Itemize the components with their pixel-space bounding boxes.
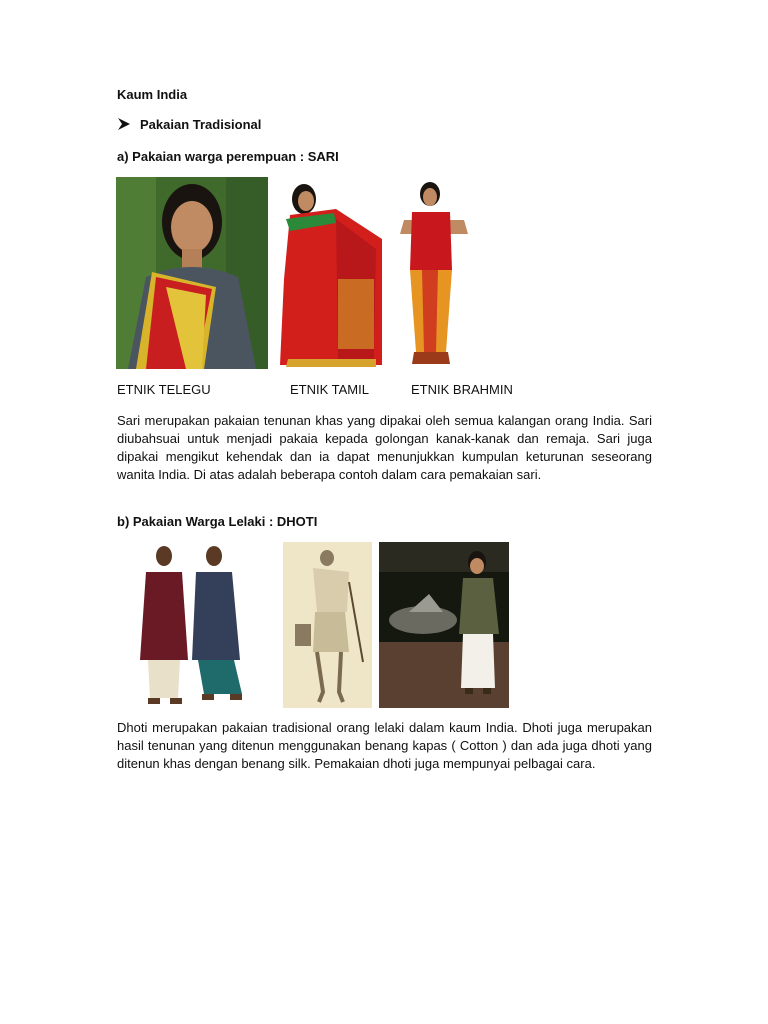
page-heading: Kaum India [117,87,188,102]
arrow-bullet-icon [117,117,131,131]
dhoti-man-photo [379,542,509,708]
dhoti-models-photo [130,542,260,708]
section-a-title: a) Pakaian warga perempuan : SARI [117,149,339,164]
dhoti-paragraph: Dhoti merupakan pakaian tradisional orang lelaki dalam kaum India. Dhoti juga merupakan hasil tenunan yang ditenun menggunakan benang kapas ( Cotton ) dan ada juga dhoti yang ditenun khas dengan benang silk. Pemakaian dhoti juga mempunyai pelbagai cara. [117,720,652,771]
bullet-title: Pakaian Tradisional [140,117,262,132]
sari-tamil-photo [276,179,386,369]
sari-paragraph: Sari merupakan pakaian tenunan khas yang dipakai oleh semua kalangan orang India. Sari diubahsuai untuk menjadi pakaia kepada golongan kanak-kanak dan remaja. Sari juga dipakai mengikut kehendak dan ia dapat menunjukkan kumpulan keturunan seseorang wanita India. Di atas adalah beberapa contoh dalam cara pemakaian sari. [117,413,652,482]
caption-brahmin: ETNIK BRAHMIN [411,382,513,397]
sari-telegu-photo [116,177,268,369]
dhoti-gandhi-photo [283,542,372,708]
sari-brahmin-photo [394,180,474,368]
caption-tamil: ETNIK TAMIL [290,382,369,397]
section-b-title: b) Pakaian Warga Lelaki : DHOTI [117,514,318,529]
caption-telegu: ETNIK TELEGU [117,382,211,397]
